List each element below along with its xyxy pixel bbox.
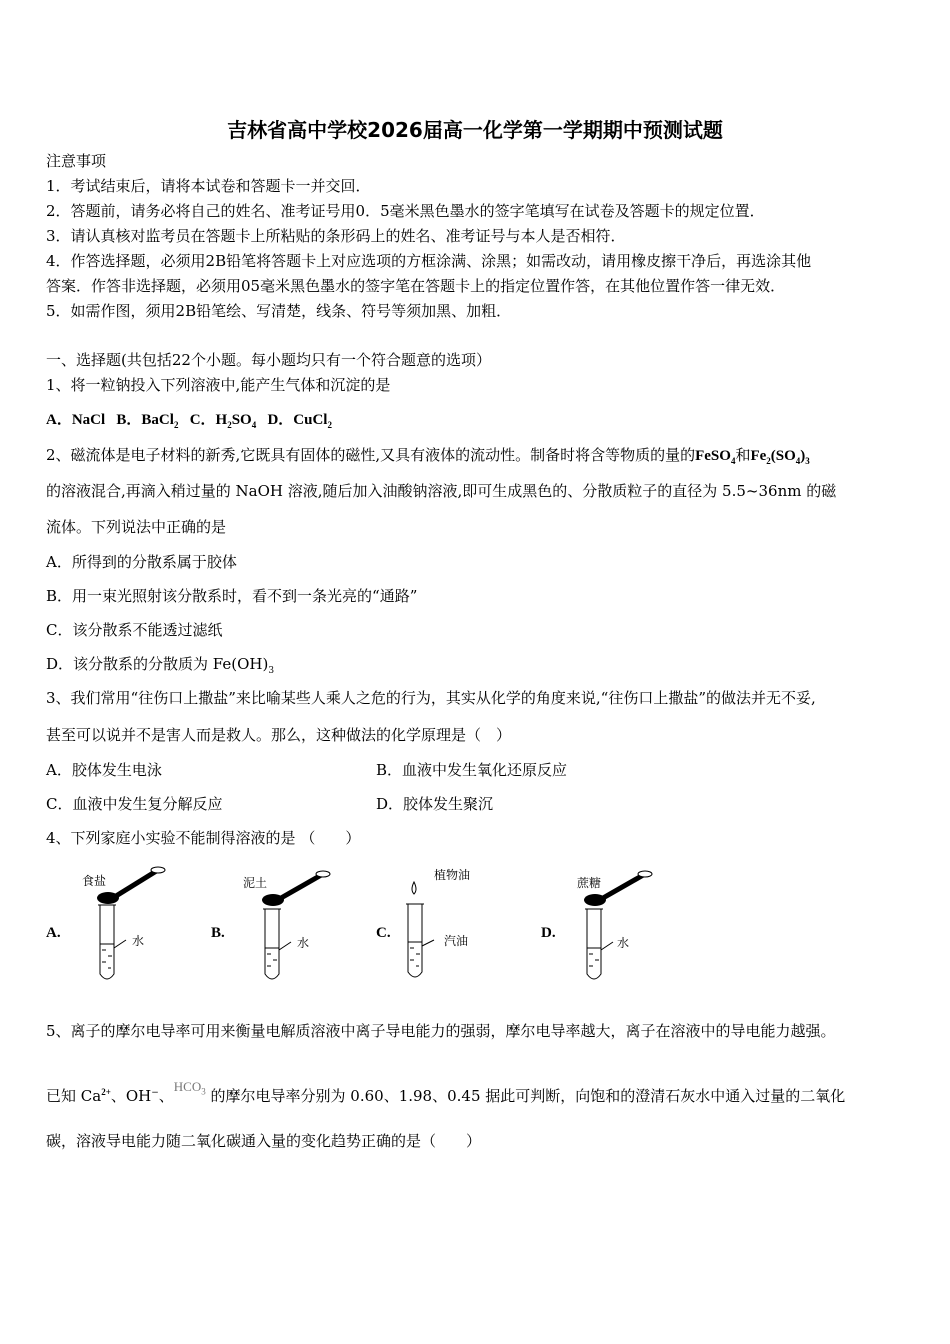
q5-line1: 5、离子的摩尔电导率可用来衡量电解质溶液中离子导电能力的强弱，摩尔电导率越大，离子在溶液中的导电能力越强。 — [46, 1022, 836, 1040]
q1-stem: 1、将一粒钠投入下列溶液中,能产生气体和沉淀的是 — [46, 376, 391, 394]
q3-line2: 甚至可以说并不是害人而是救人。那么，这种做法的化学原理是（ ） — [46, 726, 512, 744]
figure-panel-c: C. 植物油 汽油 — [376, 862, 536, 987]
note-item: 答案．作答非选择题，必须用05毫米黑色墨水的签字笔在答题卡上的指定位置作答，在其他位置作答一律无效． — [46, 277, 786, 295]
test-tube-spoon-icon — [251, 862, 341, 987]
bicarbonate-formula: $HCO_3$ — [173, 1079, 206, 1097]
q5-line2: 已知 $Ca^{2+}$、OH−、$HCO_3$ 的摩尔电导率分别为 0.60、1.98、0.45 据此可判断，向饱和的澄清石灰水中通入过量的二氧化 — [46, 1079, 846, 1105]
test-tube-spoon-icon — [573, 862, 663, 987]
q2-option-b: B．用一束光照射该分散系时，看不到一条光亮的“通路” — [46, 587, 418, 605]
page-title: 吉林省高中学校2026届高一化学第一学期期中预测试题 — [227, 118, 723, 142]
note-item: 4．作答选择题，必须用2B铅笔将答题卡上对应选项的方框涂满、涂黑；如需改动，请用橡皮擦干净后，再选涂其他 — [46, 252, 812, 270]
q2-line2: 的溶液混合,再滴入稍过量的 NaOH 溶液,随后加入油酸钠溶液,即可生成黑色的、分散质粒子的直径为 5.5~36nm 的磁 — [46, 482, 837, 500]
q4-stem: 4、下列家庭小实验不能制得溶液的是 （ ） — [46, 829, 361, 847]
q3-line1: 3、我们常用“往伤口上撒盐”来比喻某些人乘人之危的行为，其实从化学的角度来说,“往伤口上撒盐”的做法并无不妥, — [46, 689, 816, 707]
q3-option-c: C．血液中发生复分解反应 — [46, 795, 223, 813]
q5-line3: 碳，溶液导电能力随二氧化碳通入量的变化趋势正确的是（ ） — [46, 1132, 482, 1150]
note-item: 5．如需作图，须用2B铅笔绘、写清楚，线条、符号等须加黑、加粗． — [46, 302, 512, 320]
q1-option-d: D．CuCl$_2$ — [267, 412, 332, 430]
q4-figure — [46, 862, 686, 987]
q1-option-c: C．$H_2SO_4$ — [189, 412, 257, 430]
note-item: 2．答题前，请务必将自己的姓名、准考证号用0．5毫米黑色墨水的签字笔填写在试卷及答题卡的规定位置． — [46, 202, 765, 220]
q3-option-b: B．血液中发生氧化还原反应 — [376, 761, 568, 779]
q2-line3: 流体。下列说法中正确的是 — [46, 518, 227, 536]
q3-option-a: A．胶体发生电泳 — [46, 761, 162, 779]
q1-options — [46, 410, 332, 435]
figure-panel-a: A. 食盐 水 — [46, 862, 206, 987]
test-tube-spoon-icon — [86, 862, 176, 987]
q2-option-a: A．所得到的分散系属于胶体 — [46, 553, 237, 571]
figure-panel-d: D. 蔗糖 水 — [541, 862, 701, 987]
test-tube-drop-icon — [404, 862, 464, 987]
note-item: 3．请认真核对监考员在答题卡上所粘贴的条形码上的姓名、准考证号与本人是否相符． — [46, 227, 626, 245]
q3-option-d: D．胶体发生聚沉 — [376, 795, 494, 813]
section-heading: 一、选择题(共包括22个小题。每小题均只有一个符合题意的选项） — [46, 351, 491, 369]
q2-option-d: D．该分散系的分散质为 $Fe(OH)_3$ — [46, 655, 275, 676]
figure-panel-b: B. 泥土 水 — [211, 862, 371, 987]
note-item: 1．考试结束后，请将本试卷和答题卡一并交回． — [46, 177, 371, 195]
q1-option-a: A．NaCl — [46, 412, 106, 428]
q2-option-c: C．该分散系不能透过滤纸 — [46, 621, 223, 639]
notes-heading: 注意事项 — [46, 152, 107, 170]
q2-line1: 2、磁流体是电子材料的新秀,它既具有固体的磁性,又具有液体的流动性。制备时将含等物质的量的FeSO$_4$和$Fe_2(SO_4)_3$ — [46, 446, 810, 466]
q1-option-b: B．BaCl$_2$ — [116, 412, 179, 430]
